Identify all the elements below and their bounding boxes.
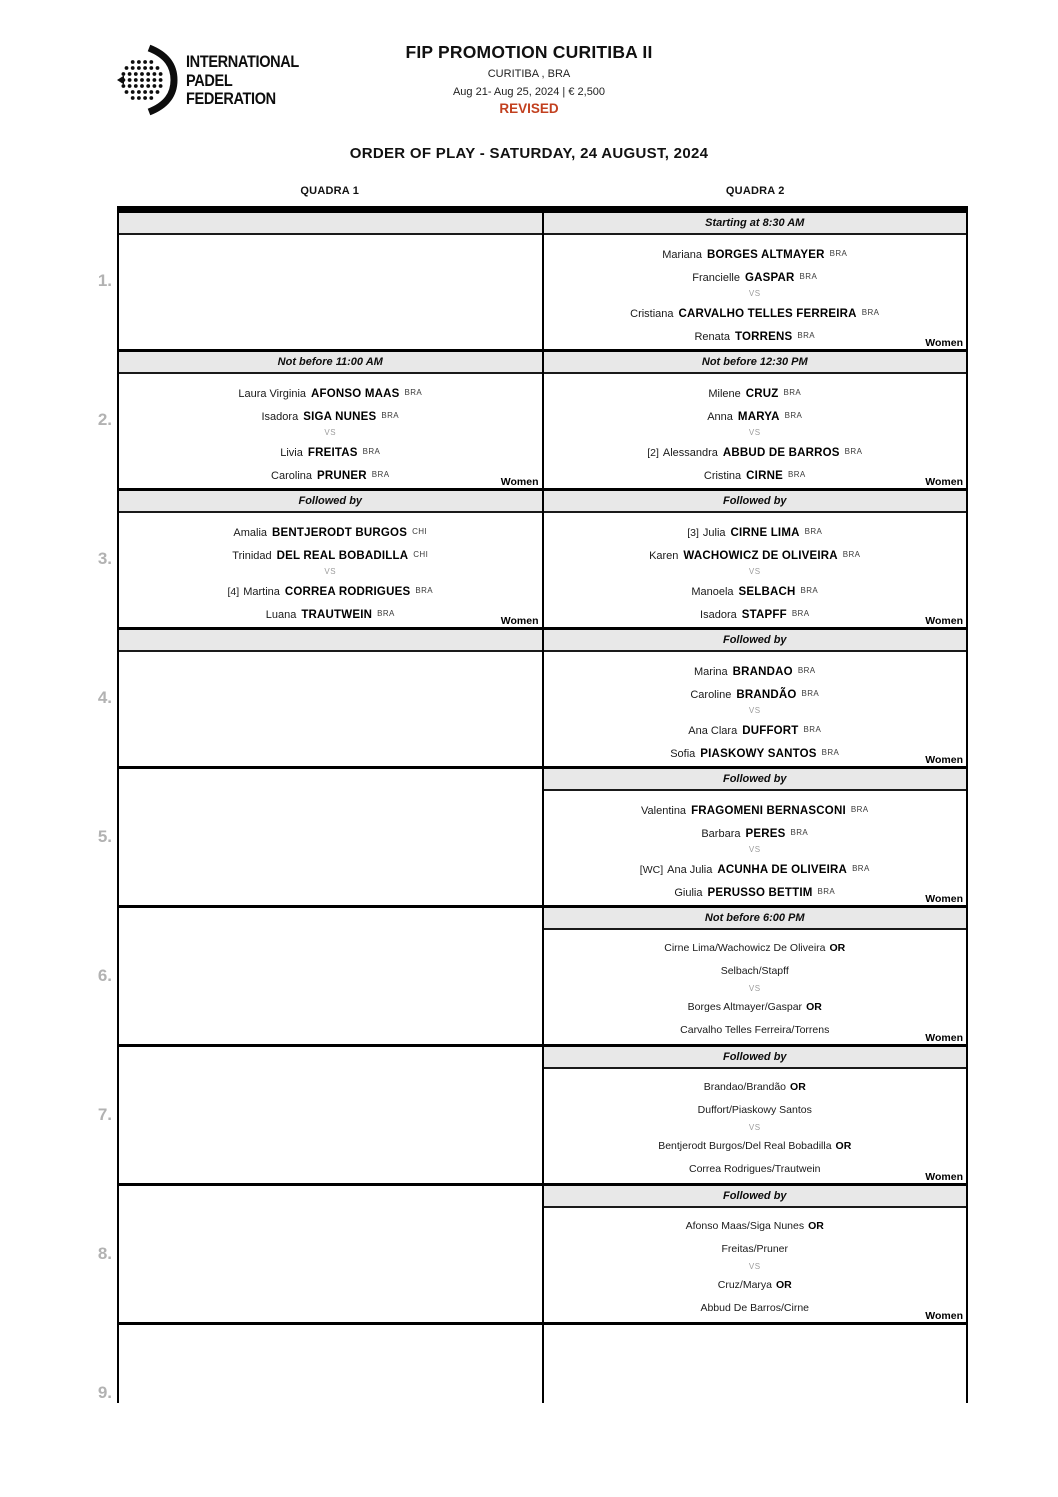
team-line	[544, 1019, 967, 1042]
player-last-name: BRANDAO	[732, 666, 793, 678]
court1-cell	[119, 769, 544, 905]
order-row	[97, 908, 966, 1047]
player-first-name: Renata	[694, 331, 730, 343]
player-last-name: TORRENS	[734, 331, 793, 343]
player-first-name: Isadora	[700, 609, 737, 621]
court1-cell	[119, 1047, 544, 1183]
country-code: BRA	[801, 689, 820, 698]
country-code: BRA	[415, 586, 433, 595]
match-area	[119, 1047, 542, 1183]
order-of-play-title: ORDER OF PLAY - SATURDAY, 24 AUGUST, 2024	[349, 145, 709, 162]
team-name: Abbud De Barros/Cirne	[700, 1302, 810, 1314]
country-code: BRA	[850, 805, 869, 814]
team-name: Bentjerodt Burgos/Del Real Bobadilla	[658, 1140, 832, 1152]
match-area	[119, 908, 542, 1044]
team-line	[544, 996, 967, 1019]
player-line	[544, 579, 967, 602]
player-first-name: Valentina	[641, 805, 687, 817]
player-line	[544, 440, 967, 463]
player-line	[544, 880, 967, 903]
match-area	[119, 235, 542, 349]
country-code: BRA	[362, 447, 381, 456]
category-label: Women	[500, 615, 539, 627]
category-label: Women	[925, 337, 963, 349]
country-code: BRA	[804, 527, 823, 536]
player-last-name: PERUSSO BETTIM	[707, 887, 813, 899]
player-first-name: Ana Clara	[688, 725, 738, 737]
country-code: BRA	[797, 331, 816, 340]
player-first-name: Barbara	[701, 828, 741, 840]
player-last-name: PERES	[745, 828, 786, 840]
player-last-name: MARYA	[737, 411, 780, 423]
order-row	[97, 491, 966, 630]
team-line	[544, 1076, 967, 1099]
player-line	[119, 520, 542, 543]
court2-cell	[544, 630, 967, 766]
player-line	[119, 579, 542, 602]
row-number: 7.	[97, 1105, 112, 1124]
player-last-name: PRUNER	[317, 470, 367, 482]
row-number: 6.	[97, 966, 112, 985]
player-first-name: Cristiana	[630, 308, 674, 320]
player-first-name: Ana Julia	[667, 864, 713, 876]
player-first-name: Amalia	[233, 527, 268, 539]
vs-label: VS	[324, 567, 337, 576]
player-last-name: CARVALHO TELLES FERREIRA	[678, 308, 857, 320]
country-code: BRA	[800, 586, 819, 595]
player-first-name: Manoela	[691, 586, 734, 598]
court1-cell	[119, 1325, 544, 1403]
revised-badge: REVISED	[499, 101, 559, 116]
or-label: OR	[829, 942, 846, 954]
court1-cell	[119, 630, 544, 766]
vs-label: VS	[748, 984, 761, 993]
vs-label: VS	[748, 706, 761, 715]
player-first-name: Isadora	[261, 411, 299, 423]
player-line	[544, 463, 967, 486]
country-code: BRA	[842, 550, 861, 559]
court1-cell	[119, 491, 544, 627]
time-band: Not before 12:30 PM	[544, 352, 967, 374]
category-label: Women	[925, 1032, 963, 1044]
time-band	[119, 213, 542, 235]
player-line	[544, 741, 967, 764]
vs-label: VS	[748, 1123, 761, 1132]
time-band: Followed by	[544, 491, 967, 513]
court2-cell	[544, 1186, 967, 1322]
vs-label: VS	[748, 567, 761, 576]
row-number: 2.	[97, 410, 112, 429]
event-dates-prize: Aug 21- Aug 25, 2024 | € 2,500	[452, 86, 606, 98]
row-number: 9.	[97, 1383, 112, 1402]
player-line	[544, 265, 967, 288]
court1-cell	[119, 352, 544, 488]
row-number: 3.	[97, 549, 112, 568]
player-first-name: Cristina	[703, 470, 742, 482]
player-last-name: ACUNHA DE OLIVEIRA	[717, 864, 848, 876]
player-last-name: DUFFORT	[742, 725, 799, 737]
time-band: Starting at 8:30 AM	[544, 213, 967, 235]
player-line	[544, 857, 967, 880]
team-line	[544, 1297, 967, 1320]
team-name: Afonso Maas/Siga Nunes	[685, 1220, 805, 1232]
player-last-name: PIASKOWY SANTOS	[700, 748, 817, 760]
country-code: BRA	[381, 411, 399, 420]
or-label: OR	[776, 1279, 792, 1291]
vs-label: VS	[748, 428, 761, 437]
team-line	[544, 1135, 967, 1158]
team-name: Cruz/Marya	[717, 1279, 772, 1291]
time-band: Followed by	[544, 1047, 967, 1069]
match-area	[119, 374, 542, 488]
court2-cell	[544, 1047, 967, 1183]
court2-cell	[544, 769, 967, 905]
player-line	[544, 682, 967, 705]
player-line	[119, 463, 542, 486]
seed-label: [3]	[687, 527, 699, 539]
country-code: BRA	[829, 249, 848, 258]
row-number: 8.	[97, 1244, 112, 1263]
player-last-name: FREITAS	[307, 447, 358, 459]
player-last-name: BRANDÃO	[736, 689, 797, 701]
order-row	[97, 1186, 966, 1325]
time-band: Followed by	[544, 1186, 967, 1208]
player-last-name: CRUZ	[745, 388, 779, 400]
country-code: BRA	[784, 411, 803, 420]
match-area	[544, 374, 967, 488]
team-name: Borges Altmayer/Gaspar	[687, 1001, 803, 1013]
player-first-name: Alessandra	[662, 447, 718, 459]
team-line	[544, 937, 967, 960]
player-line	[119, 602, 542, 625]
order-row	[97, 213, 966, 352]
row-number: 1.	[97, 271, 112, 290]
player-line	[544, 324, 967, 347]
player-line	[544, 242, 967, 265]
court2-cell	[544, 352, 967, 488]
country-code: BRA	[797, 666, 816, 675]
player-first-name: Caroline	[690, 689, 732, 701]
country-code: BRA	[817, 887, 836, 896]
category-label: Women	[925, 1171, 963, 1183]
player-line	[119, 381, 542, 404]
team-line	[544, 1238, 967, 1261]
player-line	[119, 404, 542, 427]
country-code: BRA	[799, 272, 818, 281]
player-first-name: Anna	[707, 411, 733, 423]
time-band: Not before 11:00 AM	[119, 352, 542, 374]
court2-cell	[544, 213, 967, 349]
court2-cell	[544, 1325, 967, 1403]
player-last-name: CORREA RODRIGUES	[284, 586, 411, 598]
player-last-name: FRAGOMENI BERNASCONI	[691, 805, 846, 817]
time-band: Not before 6:00 PM	[544, 908, 967, 930]
player-first-name: Sofia	[670, 748, 696, 760]
team-line	[544, 1099, 967, 1122]
team-name: Selbach/Stapff	[720, 965, 789, 977]
category-label: Women	[925, 476, 963, 488]
player-first-name: Trinidad	[232, 550, 272, 562]
category-label: Women	[925, 615, 963, 627]
vs-label: VS	[324, 428, 337, 437]
time-band: Followed by	[544, 769, 967, 791]
country-code: CHI	[413, 550, 429, 559]
or-label: OR	[835, 1140, 852, 1152]
country-code: BRA	[803, 725, 822, 734]
player-line	[544, 718, 967, 741]
player-first-name: Julia	[702, 527, 726, 539]
player-last-name: ABBUD DE BARROS	[722, 447, 840, 459]
player-last-name: GASPAR	[744, 272, 795, 284]
player-line	[544, 659, 967, 682]
country-code: CHI	[412, 527, 428, 536]
vs-label: VS	[748, 1262, 761, 1271]
team-name: Carvalho Telles Ferreira/Torrens	[680, 1024, 830, 1036]
country-code: BRA	[404, 388, 423, 397]
logo-line-2: PADEL	[186, 71, 233, 90]
player-last-name: CIRNE	[746, 470, 783, 482]
category-label: Women	[500, 476, 539, 488]
player-last-name: SELBACH	[738, 586, 796, 598]
logo-line-3: FEDERATION	[186, 90, 276, 109]
player-first-name: Karen	[649, 550, 679, 562]
match-area	[544, 235, 967, 349]
match-area	[119, 1325, 542, 1403]
court2-cell	[544, 908, 967, 1044]
match-area	[119, 513, 542, 627]
player-line	[544, 381, 967, 404]
match-area	[544, 791, 967, 905]
event-title: FIP PROMOTION CURITIBA II	[405, 42, 653, 62]
or-label: OR	[808, 1220, 824, 1232]
team-line	[544, 1215, 967, 1238]
country-code: BRA	[783, 388, 802, 397]
player-first-name: Laura Virginia	[238, 388, 307, 400]
seed-label: [2]	[647, 447, 659, 459]
player-line	[544, 543, 967, 566]
vs-label: VS	[748, 289, 761, 298]
court1-cell	[119, 908, 544, 1044]
team-name: Brandao/Brandão	[703, 1081, 787, 1093]
match-area	[544, 1325, 967, 1403]
country-code: BRA	[844, 447, 863, 456]
country-code: BRA	[377, 609, 395, 618]
category-label: Women	[925, 893, 963, 905]
player-line	[544, 520, 967, 543]
court1-cell	[119, 1186, 544, 1322]
match-area	[119, 769, 542, 905]
team-line	[544, 1274, 967, 1297]
player-first-name: Livia	[280, 447, 303, 459]
country-code: BRA	[787, 470, 806, 479]
player-line	[544, 821, 967, 844]
player-first-name: Francielle	[692, 272, 740, 284]
player-last-name: AFONSO MAAS	[311, 388, 400, 400]
player-last-name: BORGES ALTMAYER	[707, 249, 825, 261]
country-code: BRA	[821, 748, 840, 757]
category-label: Women	[925, 754, 963, 766]
country-code: BRA	[371, 470, 390, 479]
court-headers	[117, 185, 968, 197]
row-number: 5.	[97, 827, 112, 846]
country-code: BRA	[790, 828, 809, 837]
player-last-name: BENTJERODT BURGOS	[272, 527, 408, 539]
player-first-name: Martina	[243, 586, 280, 598]
country-code: BRA	[861, 308, 880, 317]
court2-cell	[544, 491, 967, 627]
player-line	[119, 440, 542, 463]
order-row	[97, 1047, 966, 1186]
match-area	[119, 1186, 542, 1322]
vs-label: VS	[748, 845, 761, 854]
match-area	[544, 652, 967, 766]
country-code: BRA	[791, 609, 810, 618]
row-number: 4.	[97, 688, 112, 707]
player-line	[544, 798, 967, 821]
player-last-name: CIRNE LIMA	[730, 527, 800, 539]
order-of-play-table	[97, 206, 968, 1403]
player-last-name: DEL REAL BOBADILLA	[276, 550, 409, 562]
category-label: Women	[925, 1310, 963, 1322]
team-name: Correa Rodrigues/Trautwein	[688, 1163, 821, 1175]
player-last-name: WACHOWICZ DE OLIVEIRA	[683, 550, 838, 562]
player-line	[119, 543, 542, 566]
match-area	[544, 1208, 967, 1322]
order-row	[97, 352, 966, 491]
player-first-name: Mariana	[662, 249, 702, 261]
player-line	[544, 404, 967, 427]
event-location: CURITIBA , BRA	[487, 68, 571, 80]
team-name: Freitas/Pruner	[721, 1243, 789, 1255]
match-area	[544, 930, 967, 1044]
or-label: OR	[790, 1081, 806, 1093]
player-last-name: SIGA NUNES	[303, 411, 377, 423]
court2-header: QUADRA 2	[725, 185, 785, 197]
player-last-name: TRAUTWEIN	[301, 609, 373, 621]
team-name: Duffort/Piaskowy Santos	[697, 1104, 812, 1116]
logo-line-1: INTERNATIONAL	[186, 53, 299, 72]
time-band	[119, 630, 542, 652]
order-row	[97, 630, 966, 769]
or-label: OR	[806, 1001, 822, 1013]
player-first-name: Carolina	[271, 470, 313, 482]
team-name: Cirne Lima/Wachowicz De Oliveira	[664, 942, 826, 954]
player-last-name: STAPFF	[741, 609, 787, 621]
player-first-name: Marina	[694, 666, 728, 678]
time-band: Followed by	[119, 491, 542, 513]
court1-cell	[119, 213, 544, 349]
player-first-name: Giulia	[674, 887, 703, 899]
order-row	[97, 1325, 966, 1403]
match-area	[544, 1069, 967, 1183]
time-band: Followed by	[544, 630, 967, 652]
team-line	[544, 1158, 967, 1181]
team-line	[544, 960, 967, 983]
country-code: BRA	[852, 864, 870, 873]
player-line	[544, 301, 967, 324]
match-area	[544, 513, 967, 627]
order-row	[97, 769, 966, 908]
player-first-name: Luana	[265, 609, 297, 621]
player-first-name: Milene	[708, 388, 741, 400]
seed-label: [4]	[227, 586, 240, 598]
seed-label: [WC]	[639, 864, 664, 876]
court1-header: QUADRA 1	[300, 185, 360, 197]
match-area	[119, 652, 542, 766]
table-top-bar	[119, 206, 966, 213]
player-line	[544, 602, 967, 625]
